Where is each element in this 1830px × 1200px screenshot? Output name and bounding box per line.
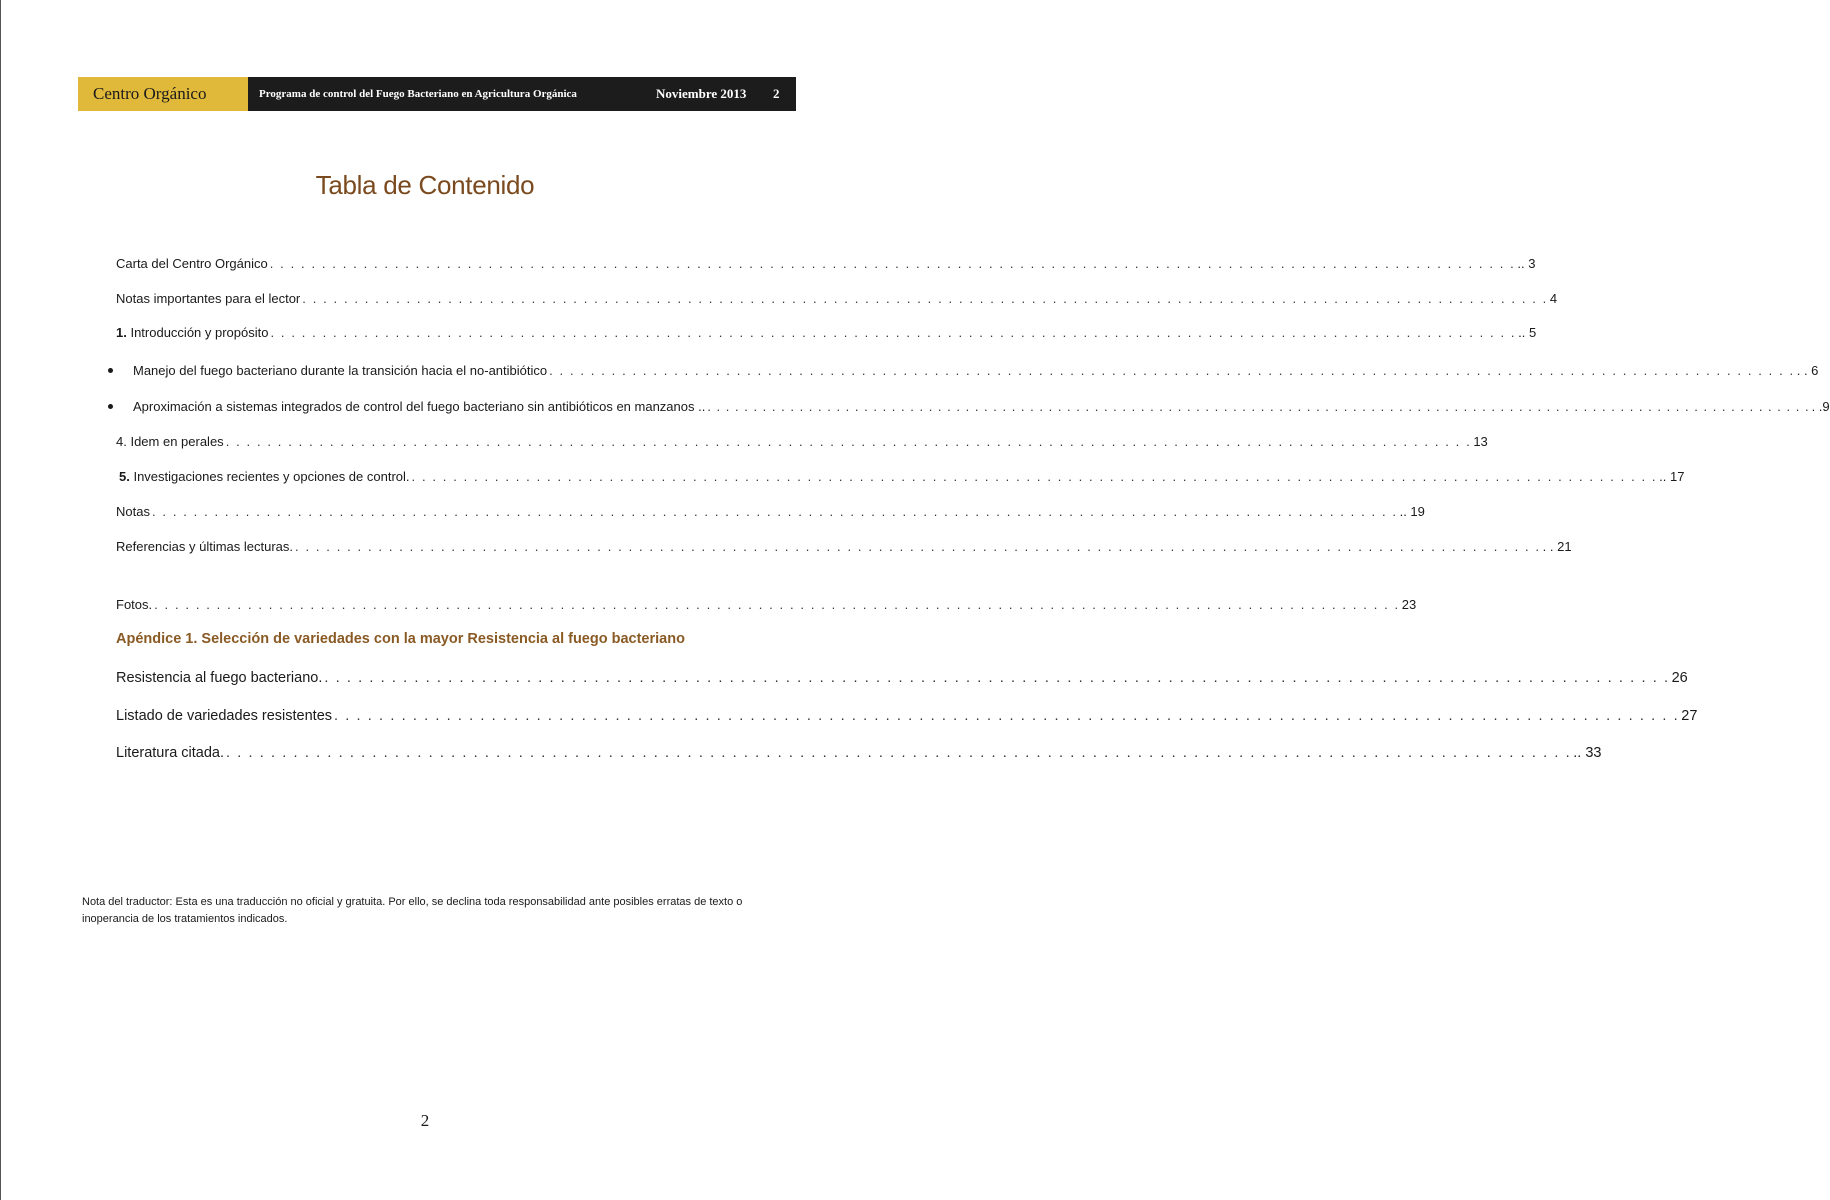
toc-dot-leader [705,399,1811,414]
toc-title: Tabla de Contenido [315,170,535,200]
toc-entry-label: Literatura citada. [116,745,225,761]
footer-page-number: 2 [420,1111,430,1130]
toc-entry-text: Introducción y propósito [126,325,269,340]
toc-entry-label: Notas importantes para el lector [116,291,301,306]
header-brand: Centro Orgánico [78,77,248,111]
toc-entry-listado[interactable] [116,708,1698,724]
header-dark-band [248,77,796,111]
toc-entry-carta[interactable] [116,256,1536,271]
toc-entry-notas[interactable] [116,504,1425,519]
toc-entry-label: Referencias y últimas lecturas. [116,539,294,554]
toc-entry-aproximacion[interactable] [133,399,1830,414]
toc-entry-page: .. 5 [1518,325,1537,340]
toc-entry-page: . . 21 [1542,539,1572,554]
toc-entry-text: Investigaciones recientes y opciones de control. [129,469,410,484]
toc-entry-introduccion[interactable] [116,325,1537,340]
toc-entry-resistencia[interactable] [116,670,1688,686]
toc-entry-label: Resistencia al fuego bacteriano. [116,670,323,686]
toc-entry-label: Manejo del fuego bacteriano durante la transición hacia el no-antibiótico [133,363,548,378]
bullet-icon [108,404,113,409]
toc-dot-leader [332,708,1681,724]
toc-dot-leader [293,539,1543,554]
toc-dot-leader [300,291,1550,306]
document-header [78,77,796,111]
toc-dot-leader [322,670,1671,686]
header-program-title: Programa de control del Fuego Bacteriano en Agricultura Orgánica [259,88,577,100]
toc-entry-page: . .9 [1811,399,1830,414]
appendix-heading: Apéndice 1. Selección de variedades con la mayor Resistencia al fuego bacteriano [116,631,685,647]
toc-entry-label: Aproximación a sistemas integrados de control del fuego bacteriano sin antibióticos en manzanos .. [133,399,706,414]
toc-dot-leader [224,745,1573,761]
toc-entry-label [119,469,410,484]
toc-entry-investigaciones[interactable] [119,469,1685,484]
toc-entry-label: Carta del Centro Orgánico [116,256,268,271]
toc-entry-page: . . 6 [1796,363,1819,378]
toc-entry-label: Fotos. [116,597,153,612]
toc-entry-number: 1. [116,325,127,340]
toc-entry-page: 27 [1681,708,1698,724]
toc-entry-label: Notas [116,504,150,519]
toc-dot-leader [150,504,1400,519]
toc-entry-perales[interactable] [116,434,1488,449]
toc-entry-page: .. 33 [1573,745,1602,761]
toc-entry-page: 23 [1401,597,1417,612]
header-page-number: 2 [773,86,780,101]
bullet-icon [108,368,113,373]
toc-entry-label: 4. Idem en perales [116,434,224,449]
toc-entry-page: .. 17 [1659,469,1685,484]
toc-dot-leader [547,363,1797,378]
toc-entry-number: 5. [119,469,130,484]
toc-entry-referencias[interactable] [116,539,1572,554]
header-date: Noviembre 2013 [656,86,747,101]
toc-entry-notas-lector[interactable] [116,291,1558,306]
toc-entry-page: .. 19 [1399,504,1425,519]
toc-dot-leader [268,256,1518,271]
toc-dot-leader [224,434,1474,449]
toc-entry-fotos[interactable] [116,597,1417,612]
toc-entry-literatura[interactable] [116,745,1602,761]
toc-entry-manejo[interactable] [133,363,1819,378]
toc-entry-page: 4 [1549,291,1558,306]
toc-dot-leader [152,597,1402,612]
toc-entry-label [116,325,268,340]
toc-dot-leader [268,325,1518,340]
toc-entry-page: 13 [1473,434,1488,449]
toc-entry-page: 26 [1671,670,1688,686]
toc-entry-page: .. 3 [1517,256,1536,271]
toc-entry-label: Listado de variedades resistentes [116,708,333,724]
toc-dot-leader [410,469,1660,484]
translator-note: Nota del traductor: Esta es una traducción no oficial y gratuita. Por ello, se declina toda responsabilidad ante posibles erratas de texto o inoperancia de los tratamientos indicados. [82,896,743,925]
